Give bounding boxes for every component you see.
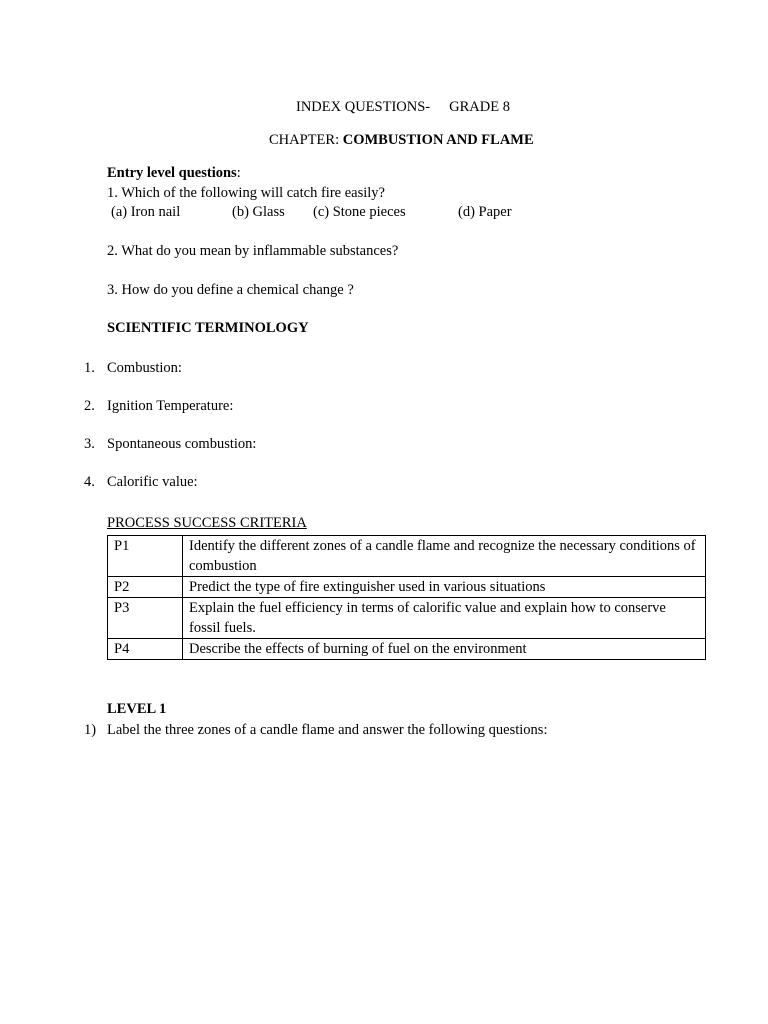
term-calorific-value: Calorific value: [107, 474, 198, 490]
criteria-text: Explain the fuel efficiency in terms of calorific value and explain how to conserve fossil fuels. [183, 598, 706, 639]
criteria-code: P2 [108, 577, 183, 598]
table-row [108, 598, 706, 639]
level1-question-number: 1) [84, 722, 97, 738]
term-number: 3. [84, 436, 95, 452]
entry-heading [107, 165, 241, 182]
criteria-text: Describe the effects of burning of fuel on the environment [183, 639, 706, 660]
criteria-table [107, 535, 706, 660]
chapter-title [269, 132, 534, 149]
criteria-code: P1 [108, 536, 183, 577]
term-ignition-temperature: Ignition Temperature: [107, 398, 234, 414]
criteria-code: P3 [108, 598, 183, 639]
criteria-text: Identify the different zones of a candle flame and recognize the necessary conditions of combustion [183, 536, 706, 577]
entry-heading-colon: : [236, 165, 241, 181]
q1-option-c: (c) Stone pieces [313, 204, 406, 220]
term-number: 4. [84, 474, 95, 490]
entry-question-2: 2. What do you mean by inflammable substances? [107, 243, 399, 259]
level1-question-1: Label the three zones of a candle flame and answer the following questions: [107, 722, 548, 738]
title-grade: GRADE 8 [449, 99, 510, 115]
table-row [108, 639, 706, 660]
q1-option-b: (b) Glass [232, 204, 285, 220]
q1-option-d: (d) Paper [458, 204, 512, 220]
criteria-text: Predict the type of fire extinguisher used in various situations [183, 577, 706, 598]
entry-heading-text: Entry level questions [107, 165, 237, 181]
terminology-heading: SCIENTIFIC TERMINOLOGY [107, 320, 309, 336]
entry-question-1: 1. Which of the following will catch fire easily? [107, 185, 385, 201]
table-row [108, 536, 706, 577]
q1-option-a: (a) Iron nail [111, 204, 181, 220]
criteria-heading: PROCESS SUCCESS CRITERIA [107, 515, 307, 531]
table-row [108, 577, 706, 598]
term-number: 2. [84, 398, 95, 414]
document-title [296, 99, 510, 116]
chapter-name: COMBUSTION AND FLAME [342, 132, 534, 148]
chapter-prefix: CHAPTER: [269, 132, 343, 148]
term-combustion: Combustion: [107, 360, 182, 376]
term-spontaneous-combustion: Spontaneous combustion: [107, 436, 257, 452]
entry-question-3: 3. How do you define a chemical change ? [107, 282, 354, 298]
title-index-questions: INDEX QUESTIONS- [296, 99, 431, 115]
criteria-code: P4 [108, 639, 183, 660]
term-number: 1. [84, 360, 95, 376]
level1-heading: LEVEL 1 [107, 701, 167, 717]
